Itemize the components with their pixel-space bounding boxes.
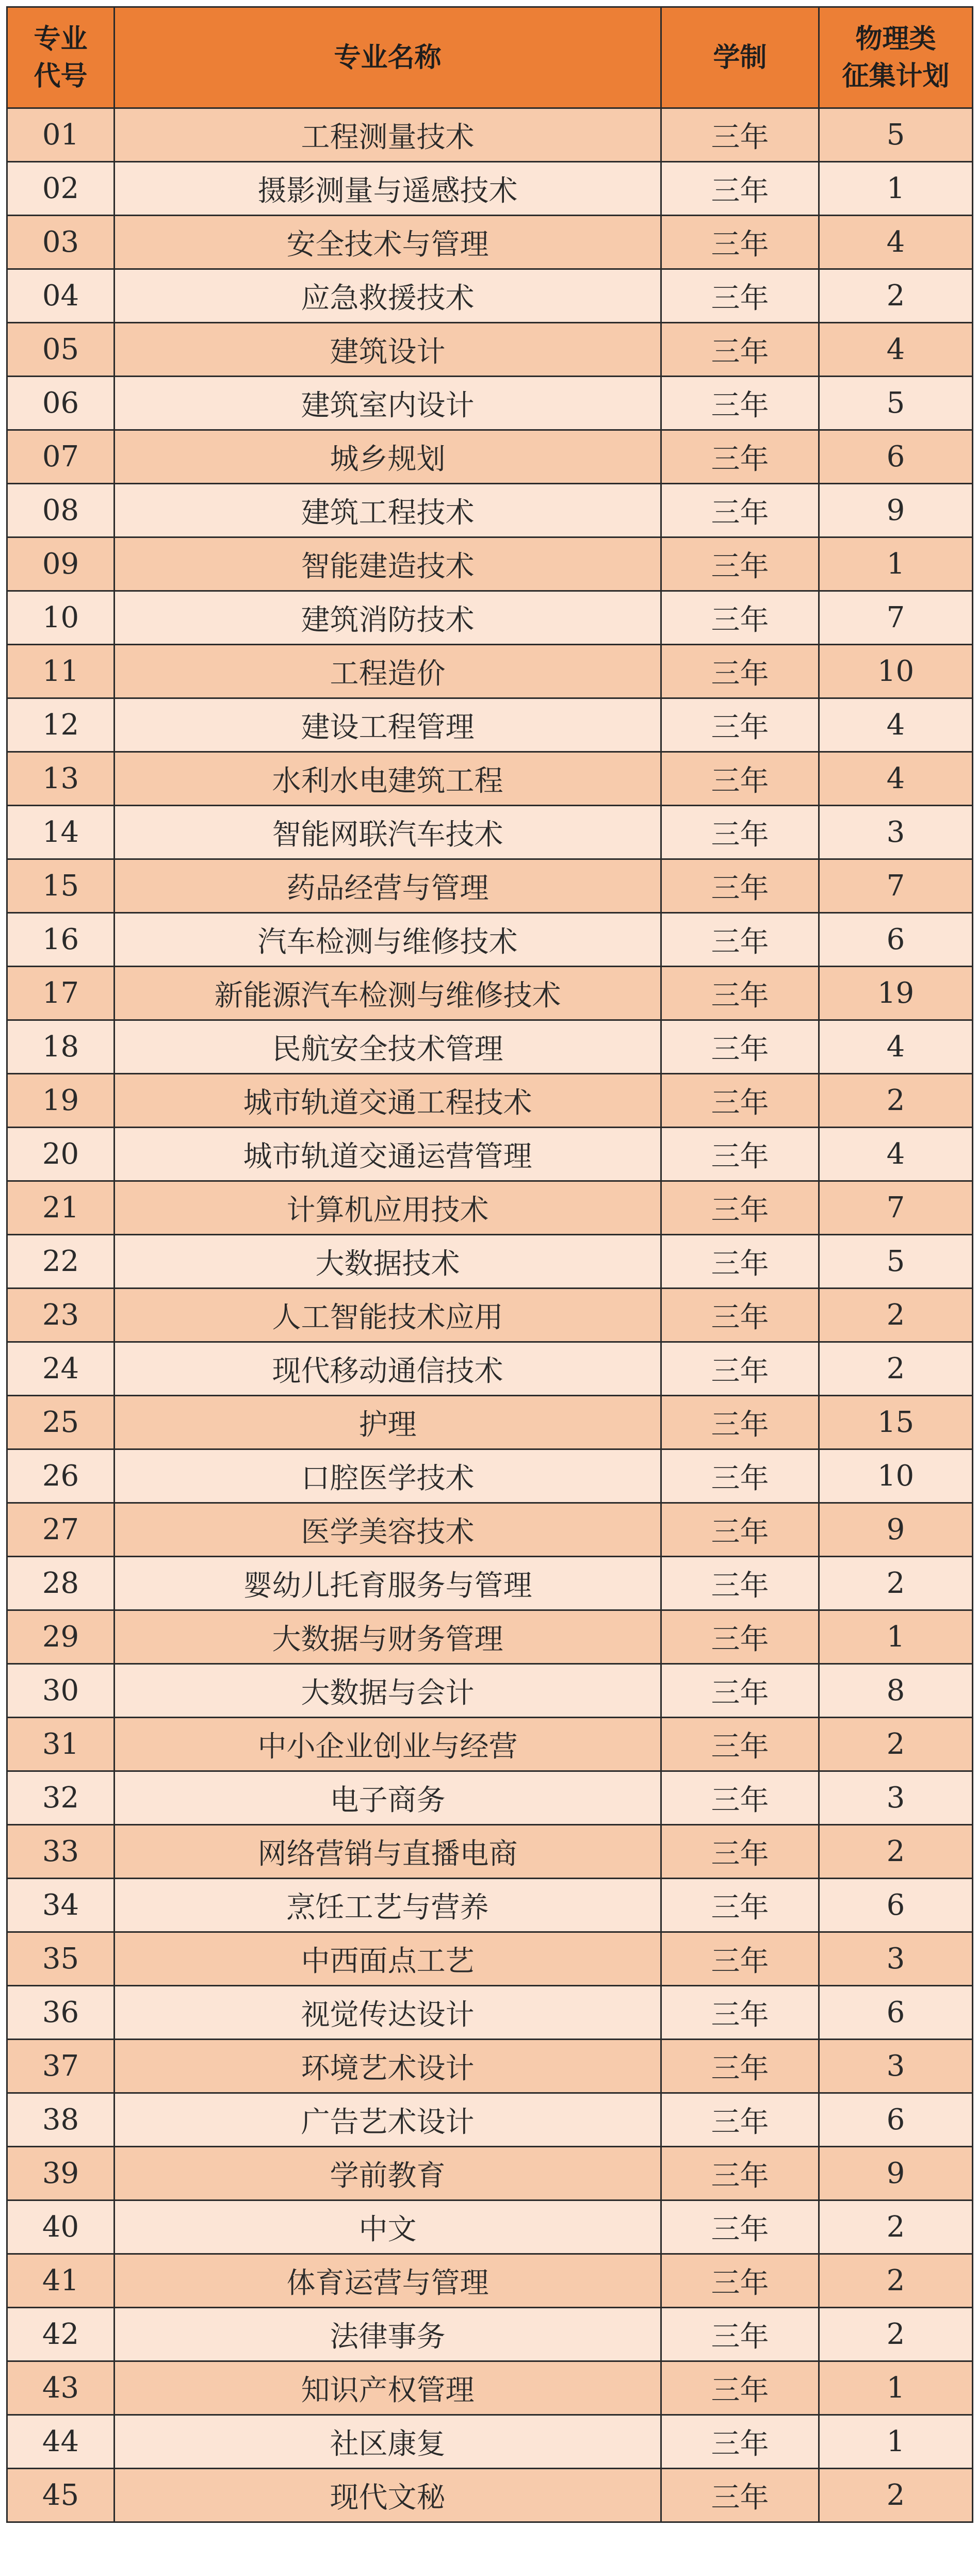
cell-major-code: 39 bbox=[7, 2147, 115, 2200]
cell-duration: 三年 bbox=[661, 752, 819, 806]
cell-major-code: 45 bbox=[7, 2469, 115, 2522]
cell-physics-plan: 3 bbox=[819, 1932, 973, 1986]
cell-duration: 三年 bbox=[661, 1449, 819, 1503]
cell-duration: 三年 bbox=[661, 323, 819, 377]
table-row bbox=[7, 698, 973, 752]
cell-duration: 三年 bbox=[661, 859, 819, 913]
table-row bbox=[7, 967, 973, 1020]
cell-major-name: 城市轨道交通工程技术 bbox=[115, 1074, 661, 1128]
cell-physics-plan: 1 bbox=[819, 2415, 973, 2469]
cell-duration: 三年 bbox=[661, 967, 819, 1020]
cell-major-name: 知识产权管理 bbox=[115, 2361, 661, 2415]
cell-physics-plan: 2 bbox=[819, 1825, 973, 1879]
cell-major-name: 建筑工程技术 bbox=[115, 484, 661, 537]
cell-physics-plan: 2 bbox=[819, 1557, 973, 1610]
cell-major-name: 医学美容技术 bbox=[115, 1503, 661, 1557]
table-row bbox=[7, 1449, 973, 1503]
cell-major-name: 计算机应用技术 bbox=[115, 1181, 661, 1235]
table-row bbox=[7, 1396, 973, 1449]
table-row bbox=[7, 108, 973, 162]
table-row bbox=[7, 1986, 973, 2040]
table-row bbox=[7, 1074, 973, 1128]
cell-major-name: 新能源汽车检测与维修技术 bbox=[115, 967, 661, 1020]
table-row bbox=[7, 2093, 973, 2147]
cell-duration: 三年 bbox=[661, 1503, 819, 1557]
cell-major-name: 智能网联汽车技术 bbox=[115, 806, 661, 859]
cell-physics-plan: 9 bbox=[819, 484, 973, 537]
cell-duration: 三年 bbox=[661, 1825, 819, 1879]
cell-duration: 三年 bbox=[661, 591, 819, 645]
table-row bbox=[7, 2361, 973, 2415]
table-row bbox=[7, 1342, 973, 1396]
cell-major-name: 建筑室内设计 bbox=[115, 377, 661, 430]
cell-major-code: 36 bbox=[7, 1986, 115, 2040]
table-row bbox=[7, 162, 973, 216]
table-row bbox=[7, 752, 973, 806]
cell-physics-plan: 2 bbox=[819, 2469, 973, 2522]
cell-major-code: 42 bbox=[7, 2308, 115, 2361]
cell-major-code: 21 bbox=[7, 1181, 115, 1235]
cell-major-code: 29 bbox=[7, 1610, 115, 1664]
cell-duration: 三年 bbox=[661, 1074, 819, 1128]
cell-major-name: 人工智能技术应用 bbox=[115, 1289, 661, 1342]
table-row bbox=[7, 806, 973, 859]
cell-major-code: 07 bbox=[7, 430, 115, 484]
table-row bbox=[7, 2040, 973, 2093]
cell-major-name: 电子商务 bbox=[115, 1771, 661, 1825]
table-row bbox=[7, 645, 973, 698]
cell-major-code: 27 bbox=[7, 1503, 115, 1557]
cell-physics-plan: 5 bbox=[819, 108, 973, 162]
cell-duration: 三年 bbox=[661, 1879, 819, 1932]
cell-major-name: 学前教育 bbox=[115, 2147, 661, 2200]
cell-major-name: 法律事务 bbox=[115, 2308, 661, 2361]
cell-major-name: 中西面点工艺 bbox=[115, 1932, 661, 1986]
cell-duration: 三年 bbox=[661, 2200, 819, 2254]
cell-duration: 三年 bbox=[661, 1289, 819, 1342]
cell-physics-plan: 15 bbox=[819, 1396, 973, 1449]
table-row bbox=[7, 1557, 973, 1610]
table-row bbox=[7, 2415, 973, 2469]
cell-physics-plan: 2 bbox=[819, 1718, 973, 1771]
header-physics-plan-line1: 物理类 bbox=[855, 23, 936, 55]
cell-duration: 三年 bbox=[661, 1557, 819, 1610]
cell-major-code: 16 bbox=[7, 913, 115, 967]
table-row bbox=[7, 1020, 973, 1074]
cell-physics-plan: 2 bbox=[819, 2254, 973, 2308]
cell-major-name: 烹饪工艺与营养 bbox=[115, 1879, 661, 1932]
cell-duration: 三年 bbox=[661, 430, 819, 484]
cell-major-code: 33 bbox=[7, 1825, 115, 1879]
cell-major-name: 口腔医学技术 bbox=[115, 1449, 661, 1503]
cell-major-code: 30 bbox=[7, 1664, 115, 1718]
cell-major-name: 中小企业创业与经营 bbox=[115, 1718, 661, 1771]
table-row bbox=[7, 1771, 973, 1825]
cell-duration: 三年 bbox=[661, 162, 819, 216]
cell-major-code: 17 bbox=[7, 967, 115, 1020]
cell-physics-plan: 5 bbox=[819, 1235, 973, 1289]
table-row bbox=[7, 913, 973, 967]
table-row bbox=[7, 377, 973, 430]
cell-major-name: 视觉传达设计 bbox=[115, 1986, 661, 2040]
cell-major-code: 25 bbox=[7, 1396, 115, 1449]
cell-major-code: 06 bbox=[7, 377, 115, 430]
cell-duration: 三年 bbox=[661, 1718, 819, 1771]
table-row bbox=[7, 1879, 973, 1932]
cell-physics-plan: 6 bbox=[819, 1986, 973, 2040]
cell-duration: 三年 bbox=[661, 1128, 819, 1181]
cell-major-name: 智能建造技术 bbox=[115, 537, 661, 591]
cell-duration: 三年 bbox=[661, 806, 819, 859]
cell-major-name: 城乡规划 bbox=[115, 430, 661, 484]
cell-major-name: 水利水电建筑工程 bbox=[115, 752, 661, 806]
cell-physics-plan: 4 bbox=[819, 1128, 973, 1181]
table-row bbox=[7, 269, 973, 323]
cell-physics-plan: 5 bbox=[819, 377, 973, 430]
header-physics-plan bbox=[819, 7, 973, 108]
cell-physics-plan: 4 bbox=[819, 216, 973, 269]
cell-physics-plan: 2 bbox=[819, 2308, 973, 2361]
cell-physics-plan: 7 bbox=[819, 591, 973, 645]
cell-duration: 三年 bbox=[661, 1932, 819, 1986]
cell-major-code: 10 bbox=[7, 591, 115, 645]
header-major-code-line1: 专业 bbox=[34, 23, 88, 55]
cell-physics-plan: 4 bbox=[819, 752, 973, 806]
cell-major-name: 现代移动通信技术 bbox=[115, 1342, 661, 1396]
cell-major-code: 03 bbox=[7, 216, 115, 269]
header-row bbox=[7, 7, 973, 108]
cell-major-name: 社区康复 bbox=[115, 2415, 661, 2469]
cell-physics-plan: 9 bbox=[819, 1503, 973, 1557]
cell-duration: 三年 bbox=[661, 1771, 819, 1825]
cell-major-code: 44 bbox=[7, 2415, 115, 2469]
header-duration: 学制 bbox=[661, 7, 819, 108]
cell-physics-plan: 4 bbox=[819, 323, 973, 377]
table-row bbox=[7, 1932, 973, 1986]
table-header bbox=[7, 7, 973, 108]
cell-major-code: 31 bbox=[7, 1718, 115, 1771]
cell-major-name: 药品经营与管理 bbox=[115, 859, 661, 913]
cell-duration: 三年 bbox=[661, 2469, 819, 2522]
table-row bbox=[7, 1128, 973, 1181]
cell-physics-plan: 6 bbox=[819, 2093, 973, 2147]
header-major-code bbox=[7, 7, 115, 108]
cell-major-code: 34 bbox=[7, 1879, 115, 1932]
table-row bbox=[7, 1235, 973, 1289]
cell-physics-plan: 3 bbox=[819, 2040, 973, 2093]
cell-physics-plan: 2 bbox=[819, 2200, 973, 2254]
cell-major-code: 28 bbox=[7, 1557, 115, 1610]
cell-major-code: 09 bbox=[7, 537, 115, 591]
table-row bbox=[7, 484, 973, 537]
cell-physics-plan: 8 bbox=[819, 1664, 973, 1718]
cell-major-code: 20 bbox=[7, 1128, 115, 1181]
cell-major-name: 婴幼儿托育服务与管理 bbox=[115, 1557, 661, 1610]
table-row bbox=[7, 323, 973, 377]
cell-major-code: 26 bbox=[7, 1449, 115, 1503]
header-major-name: 专业名称 bbox=[115, 7, 661, 108]
cell-major-code: 35 bbox=[7, 1932, 115, 1986]
cell-physics-plan: 6 bbox=[819, 1879, 973, 1932]
cell-major-code: 13 bbox=[7, 752, 115, 806]
table-row bbox=[7, 2254, 973, 2308]
table-row bbox=[7, 1181, 973, 1235]
cell-physics-plan: 2 bbox=[819, 1342, 973, 1396]
cell-major-name: 工程测量技术 bbox=[115, 108, 661, 162]
table-row bbox=[7, 1289, 973, 1342]
table-row bbox=[7, 1664, 973, 1718]
cell-duration: 三年 bbox=[661, 1986, 819, 2040]
cell-physics-plan: 19 bbox=[819, 967, 973, 1020]
cell-physics-plan: 1 bbox=[819, 2361, 973, 2415]
cell-duration: 三年 bbox=[661, 1610, 819, 1664]
table-row bbox=[7, 1503, 973, 1557]
cell-physics-plan: 2 bbox=[819, 1289, 973, 1342]
cell-duration: 三年 bbox=[661, 2040, 819, 2093]
cell-major-name: 建筑设计 bbox=[115, 323, 661, 377]
table-row bbox=[7, 1825, 973, 1879]
cell-major-name: 护理 bbox=[115, 1396, 661, 1449]
cell-major-code: 14 bbox=[7, 806, 115, 859]
cell-physics-plan: 4 bbox=[819, 1020, 973, 1074]
cell-major-code: 01 bbox=[7, 108, 115, 162]
table-row bbox=[7, 1610, 973, 1664]
cell-duration: 三年 bbox=[661, 537, 819, 591]
cell-duration: 三年 bbox=[661, 1664, 819, 1718]
cell-major-code: 11 bbox=[7, 645, 115, 698]
table-row bbox=[7, 2200, 973, 2254]
cell-duration: 三年 bbox=[661, 698, 819, 752]
cell-major-name: 体育运营与管理 bbox=[115, 2254, 661, 2308]
cell-duration: 三年 bbox=[661, 1342, 819, 1396]
cell-physics-plan: 1 bbox=[819, 537, 973, 591]
cell-major-code: 23 bbox=[7, 1289, 115, 1342]
cell-physics-plan: 6 bbox=[819, 913, 973, 967]
cell-major-name: 民航安全技术管理 bbox=[115, 1020, 661, 1074]
table-row bbox=[7, 430, 973, 484]
cell-major-code: 32 bbox=[7, 1771, 115, 1825]
cell-duration: 三年 bbox=[661, 216, 819, 269]
table-row bbox=[7, 1718, 973, 1771]
cell-duration: 三年 bbox=[661, 913, 819, 967]
cell-duration: 三年 bbox=[661, 1181, 819, 1235]
cell-duration: 三年 bbox=[661, 377, 819, 430]
cell-physics-plan: 2 bbox=[819, 1074, 973, 1128]
cell-major-name: 应急救援技术 bbox=[115, 269, 661, 323]
cell-duration: 三年 bbox=[661, 484, 819, 537]
table-row bbox=[7, 2469, 973, 2522]
cell-physics-plan: 6 bbox=[819, 430, 973, 484]
cell-major-code: 12 bbox=[7, 698, 115, 752]
cell-physics-plan: 7 bbox=[819, 859, 973, 913]
cell-duration: 三年 bbox=[661, 1020, 819, 1074]
cell-duration: 三年 bbox=[661, 645, 819, 698]
cell-major-code: 22 bbox=[7, 1235, 115, 1289]
cell-major-code: 15 bbox=[7, 859, 115, 913]
cell-physics-plan: 1 bbox=[819, 1610, 973, 1664]
cell-major-code: 38 bbox=[7, 2093, 115, 2147]
cell-duration: 三年 bbox=[661, 2308, 819, 2361]
cell-major-name: 汽车检测与维修技术 bbox=[115, 913, 661, 967]
cell-duration: 三年 bbox=[661, 2361, 819, 2415]
cell-duration: 三年 bbox=[661, 2093, 819, 2147]
cell-physics-plan: 4 bbox=[819, 698, 973, 752]
cell-major-code: 19 bbox=[7, 1074, 115, 1128]
cell-physics-plan: 10 bbox=[819, 1449, 973, 1503]
table-row bbox=[7, 591, 973, 645]
cell-duration: 三年 bbox=[661, 269, 819, 323]
table-row bbox=[7, 216, 973, 269]
cell-major-code: 02 bbox=[7, 162, 115, 216]
cell-duration: 三年 bbox=[661, 2254, 819, 2308]
cell-duration: 三年 bbox=[661, 1396, 819, 1449]
cell-duration: 三年 bbox=[661, 2147, 819, 2200]
enrollment-plan-table bbox=[6, 6, 973, 2523]
cell-major-name: 网络营销与直播电商 bbox=[115, 1825, 661, 1879]
cell-physics-plan: 2 bbox=[819, 269, 973, 323]
table-row bbox=[7, 2308, 973, 2361]
cell-major-name: 工程造价 bbox=[115, 645, 661, 698]
cell-duration: 三年 bbox=[661, 1235, 819, 1289]
cell-major-name: 广告艺术设计 bbox=[115, 2093, 661, 2147]
cell-major-code: 40 bbox=[7, 2200, 115, 2254]
cell-major-name: 摄影测量与遥感技术 bbox=[115, 162, 661, 216]
cell-major-code: 37 bbox=[7, 2040, 115, 2093]
cell-physics-plan: 1 bbox=[819, 162, 973, 216]
cell-major-code: 43 bbox=[7, 2361, 115, 2415]
cell-major-name: 环境艺术设计 bbox=[115, 2040, 661, 2093]
cell-physics-plan: 3 bbox=[819, 1771, 973, 1825]
cell-major-name: 中文 bbox=[115, 2200, 661, 2254]
header-major-code-line2: 代号 bbox=[34, 60, 88, 92]
cell-major-name: 城市轨道交通运营管理 bbox=[115, 1128, 661, 1181]
table-row bbox=[7, 537, 973, 591]
cell-major-name: 建筑消防技术 bbox=[115, 591, 661, 645]
cell-major-code: 24 bbox=[7, 1342, 115, 1396]
cell-physics-plan: 3 bbox=[819, 806, 973, 859]
header-physics-plan-line2: 征集计划 bbox=[842, 60, 950, 92]
cell-duration: 三年 bbox=[661, 2415, 819, 2469]
cell-physics-plan: 9 bbox=[819, 2147, 973, 2200]
cell-major-name: 大数据技术 bbox=[115, 1235, 661, 1289]
cell-duration: 三年 bbox=[661, 108, 819, 162]
cell-physics-plan: 7 bbox=[819, 1181, 973, 1235]
cell-major-code: 05 bbox=[7, 323, 115, 377]
cell-physics-plan: 10 bbox=[819, 645, 973, 698]
cell-major-name: 大数据与会计 bbox=[115, 1664, 661, 1718]
cell-major-code: 04 bbox=[7, 269, 115, 323]
cell-major-code: 18 bbox=[7, 1020, 115, 1074]
table-body bbox=[7, 108, 973, 2522]
cell-major-name: 建设工程管理 bbox=[115, 698, 661, 752]
cell-major-name: 安全技术与管理 bbox=[115, 216, 661, 269]
table-row bbox=[7, 859, 973, 913]
cell-major-name: 现代文秘 bbox=[115, 2469, 661, 2522]
cell-major-name: 大数据与财务管理 bbox=[115, 1610, 661, 1664]
cell-major-code: 08 bbox=[7, 484, 115, 537]
cell-major-code: 41 bbox=[7, 2254, 115, 2308]
table-row bbox=[7, 2147, 973, 2200]
